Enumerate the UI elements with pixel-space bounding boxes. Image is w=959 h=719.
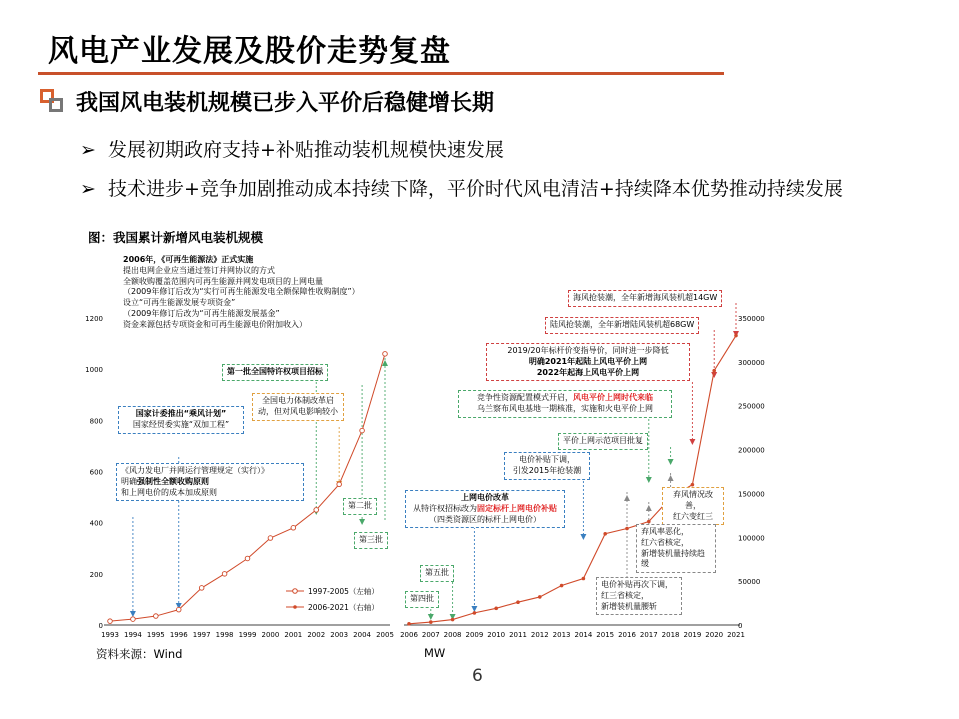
- arrow-bullet-icon: ➢: [80, 139, 96, 161]
- left-y-tick-label: 0: [98, 622, 103, 630]
- right-x-tick-label: 2007: [421, 631, 440, 639]
- right-x-tick-label: 2009: [465, 631, 484, 639]
- annotation-grid-rule: 《风力发电厂并网运行管理规定（实行）》 明确强制性全额收购原则 和上网电价的成本加成原则: [116, 463, 304, 501]
- annotation-subsidy-2016: 电价补贴再次下调， 红三省核定， 新增装机量腰斩: [596, 577, 682, 615]
- annotation-subsidy-2019: 2019/20年标杆价变指导价，同时进一步降低 明确2021年起陆上风电平价上网 2022年起海上风电平价上网: [486, 343, 690, 381]
- leader-arrowhead: [689, 439, 695, 445]
- left-series-point: [108, 619, 113, 624]
- left-y-tick-label: 1000: [85, 366, 103, 375]
- right-series-point: [712, 369, 716, 373]
- left-y-tick-label: 400: [89, 519, 103, 528]
- leader-arrowhead: [668, 459, 674, 465]
- left-x-tick-label: 2002: [307, 631, 326, 639]
- right-y-tick-label: 250000: [738, 402, 765, 411]
- left-x-tick-label: 2000: [261, 631, 280, 639]
- right-y-tick-label: 0: [738, 622, 743, 630]
- right-series-point: [582, 577, 586, 581]
- left-x-tick-label: 2005: [376, 631, 394, 639]
- right-x-tick-label: 2017: [639, 631, 658, 639]
- leader-arrowhead: [646, 477, 652, 483]
- annotation-offshore-rush: 海风抢装潮，全年新增海风装机超14GW: [568, 290, 722, 307]
- right-series-point: [494, 607, 498, 611]
- arrow-bullet-icon: ➢: [80, 178, 96, 200]
- bullet-1: ➢ 发展初期政府支持+补贴推动装机规模快速发展: [80, 139, 504, 161]
- right-series-point: [451, 618, 455, 622]
- unit-label: MW: [424, 646, 446, 660]
- legend-right-marker: [293, 605, 297, 609]
- annotation-2006-law: 2006年，《可再生能源法》正式实施 提出电网企业应当通过签订并网协议的方式 全额收购覆盖范围内可再生能源并网发电项目的上网电量 （2009年修订后改为“实行可再生能源发电全额保障性收购制度”） 设立“可再生能源发展专项资金” （2009年修订后改为“可再生能源发展基金” 资金来源包括专项资金和可再生能源电价附加收入）: [123, 255, 360, 329]
- right-x-tick-label: 2019: [683, 631, 702, 639]
- source-note: 资料来源：Wind: [96, 647, 183, 661]
- left-series-point: [245, 556, 250, 561]
- leader-arrowhead: [428, 614, 434, 620]
- right-series-point: [473, 611, 477, 615]
- left-y-tick-label: 1200: [85, 315, 103, 323]
- right-x-tick-label: 2006: [400, 631, 418, 639]
- legend-left-label: 1997-2005（左轴）: [308, 587, 379, 596]
- leader-arrowhead: [646, 505, 652, 511]
- right-y-tick-label: 300000: [738, 358, 765, 367]
- right-x-tick-label: 2015: [596, 631, 615, 639]
- right-series-point: [516, 600, 520, 604]
- leader-arrowhead: [580, 534, 586, 540]
- left-series-point: [337, 482, 342, 487]
- left-series-point: [131, 617, 136, 622]
- annotation-batch5: 第五批: [420, 565, 454, 582]
- annotation-power-reform: 全国电力体制改革启动，但对风电影响较小: [252, 393, 344, 421]
- left-series-point: [176, 607, 181, 612]
- right-y-tick-label: 350000: [738, 315, 765, 323]
- right-x-tick-label: 2012: [530, 631, 549, 639]
- slide-title: 风电产业发展及股价走势复盘: [48, 34, 451, 69]
- right-series-point: [603, 532, 607, 536]
- right-series-point: [647, 520, 651, 524]
- leader-arrowhead: [668, 475, 674, 481]
- legend-left-marker: [293, 589, 298, 594]
- right-series-point: [691, 483, 695, 487]
- annotation-curtail-2017: 弃风率恶化， 红六省核定， 新增装机量持续趋缓: [636, 524, 716, 573]
- page-number: 6: [472, 666, 483, 686]
- annotation-batch2: 第二批: [343, 498, 377, 515]
- left-x-tick-label: 1995: [146, 631, 165, 639]
- bullet-2: ➢ 技术进步+竞争加剧推动成本持续下降，平价时代风电清洁+持续降本优势推动持续发展: [80, 178, 843, 200]
- right-x-tick-label: 2020: [705, 631, 724, 639]
- left-x-tick-label: 2003: [330, 631, 349, 639]
- left-x-tick-label: 2004: [353, 631, 371, 639]
- annotation-batch4: 第四批: [405, 591, 439, 608]
- left-series-point: [199, 586, 204, 591]
- left-x-tick-label: 1999: [238, 631, 257, 639]
- left-series-point: [154, 614, 159, 619]
- right-x-tick-label: 2013: [552, 631, 571, 639]
- left-series-point: [222, 572, 227, 577]
- right-x-tick-label: 2021: [727, 631, 745, 639]
- annotation-first-batch: 第一批全国特许权项目招标: [222, 364, 328, 381]
- right-series-point: [625, 527, 629, 531]
- left-y-tick-label: 800: [89, 417, 103, 426]
- annotation-price-cut: 电价补贴下调， 引发2015年抢装潮: [504, 452, 590, 480]
- right-series-point: [407, 622, 411, 626]
- leader-arrowhead: [359, 519, 365, 525]
- left-y-tick-label: 200: [89, 570, 103, 579]
- legend-right-label: 2006-2021（右轴）: [308, 603, 379, 612]
- left-x-tick-label: 1996: [169, 631, 188, 639]
- right-x-tick-label: 2016: [618, 631, 636, 639]
- right-x-tick-label: 2010: [487, 631, 506, 639]
- right-series-point: [538, 595, 542, 599]
- left-series-point: [383, 352, 388, 357]
- left-x-tick-label: 1997: [192, 631, 211, 639]
- leader-arrowhead: [130, 611, 136, 617]
- annotation-double-plus: 国家计委推出“乘风计划” 国家经贸委实施“双加工程”: [118, 406, 244, 434]
- left-x-tick-label: 1998: [215, 631, 234, 639]
- left-x-tick-label: 1994: [124, 631, 142, 639]
- left-x-tick-label: 2001: [284, 631, 303, 639]
- right-series-point: [560, 584, 564, 588]
- annotation-curtail-2018: 弃风情况改善， 红六变红三: [662, 487, 724, 525]
- annotation-parity-demo: 平价上网示范项目批复: [558, 433, 648, 450]
- annotation-batch3: 第三批: [354, 532, 388, 549]
- right-x-tick-label: 2014: [574, 631, 593, 639]
- right-series-point: [734, 334, 738, 338]
- left-x-tick-label: 1993: [101, 631, 119, 639]
- annotation-onshore-rush: 陆风抢装潮，全年新增陆风装机超68GW: [545, 317, 699, 334]
- figure-title: 图：我国累计新增风电装机规模: [88, 230, 264, 245]
- left-series-point: [268, 536, 273, 541]
- section-heading: 我国风电装机规模已步入平价后稳健增长期: [76, 91, 495, 116]
- right-x-tick-label: 2008: [443, 631, 462, 639]
- right-series-point: [429, 620, 433, 624]
- right-y-tick-label: 100000: [738, 534, 765, 543]
- leader-arrowhead: [624, 495, 630, 501]
- right-x-tick-label: 2011: [509, 631, 527, 639]
- left-series-point: [314, 508, 319, 513]
- right-y-tick-label: 50000: [738, 578, 761, 587]
- right-y-tick-label: 150000: [738, 490, 765, 499]
- annotation-grid-price: 上网电价改革 从特许权招标改为固定标杆上网电价补贴 （四类资源区的标杆上网电价）: [405, 490, 565, 528]
- left-y-tick-label: 600: [89, 468, 103, 477]
- right-x-tick-label: 2018: [661, 631, 680, 639]
- right-y-tick-label: 200000: [738, 446, 765, 455]
- annotation-compete: 竞争性资源配置模式开启，风电平价上网时代来临 乌兰察布风电基地一期核准，实施和火电平价上网: [458, 390, 672, 418]
- left-series-point: [360, 428, 365, 433]
- left-series-point: [291, 525, 296, 530]
